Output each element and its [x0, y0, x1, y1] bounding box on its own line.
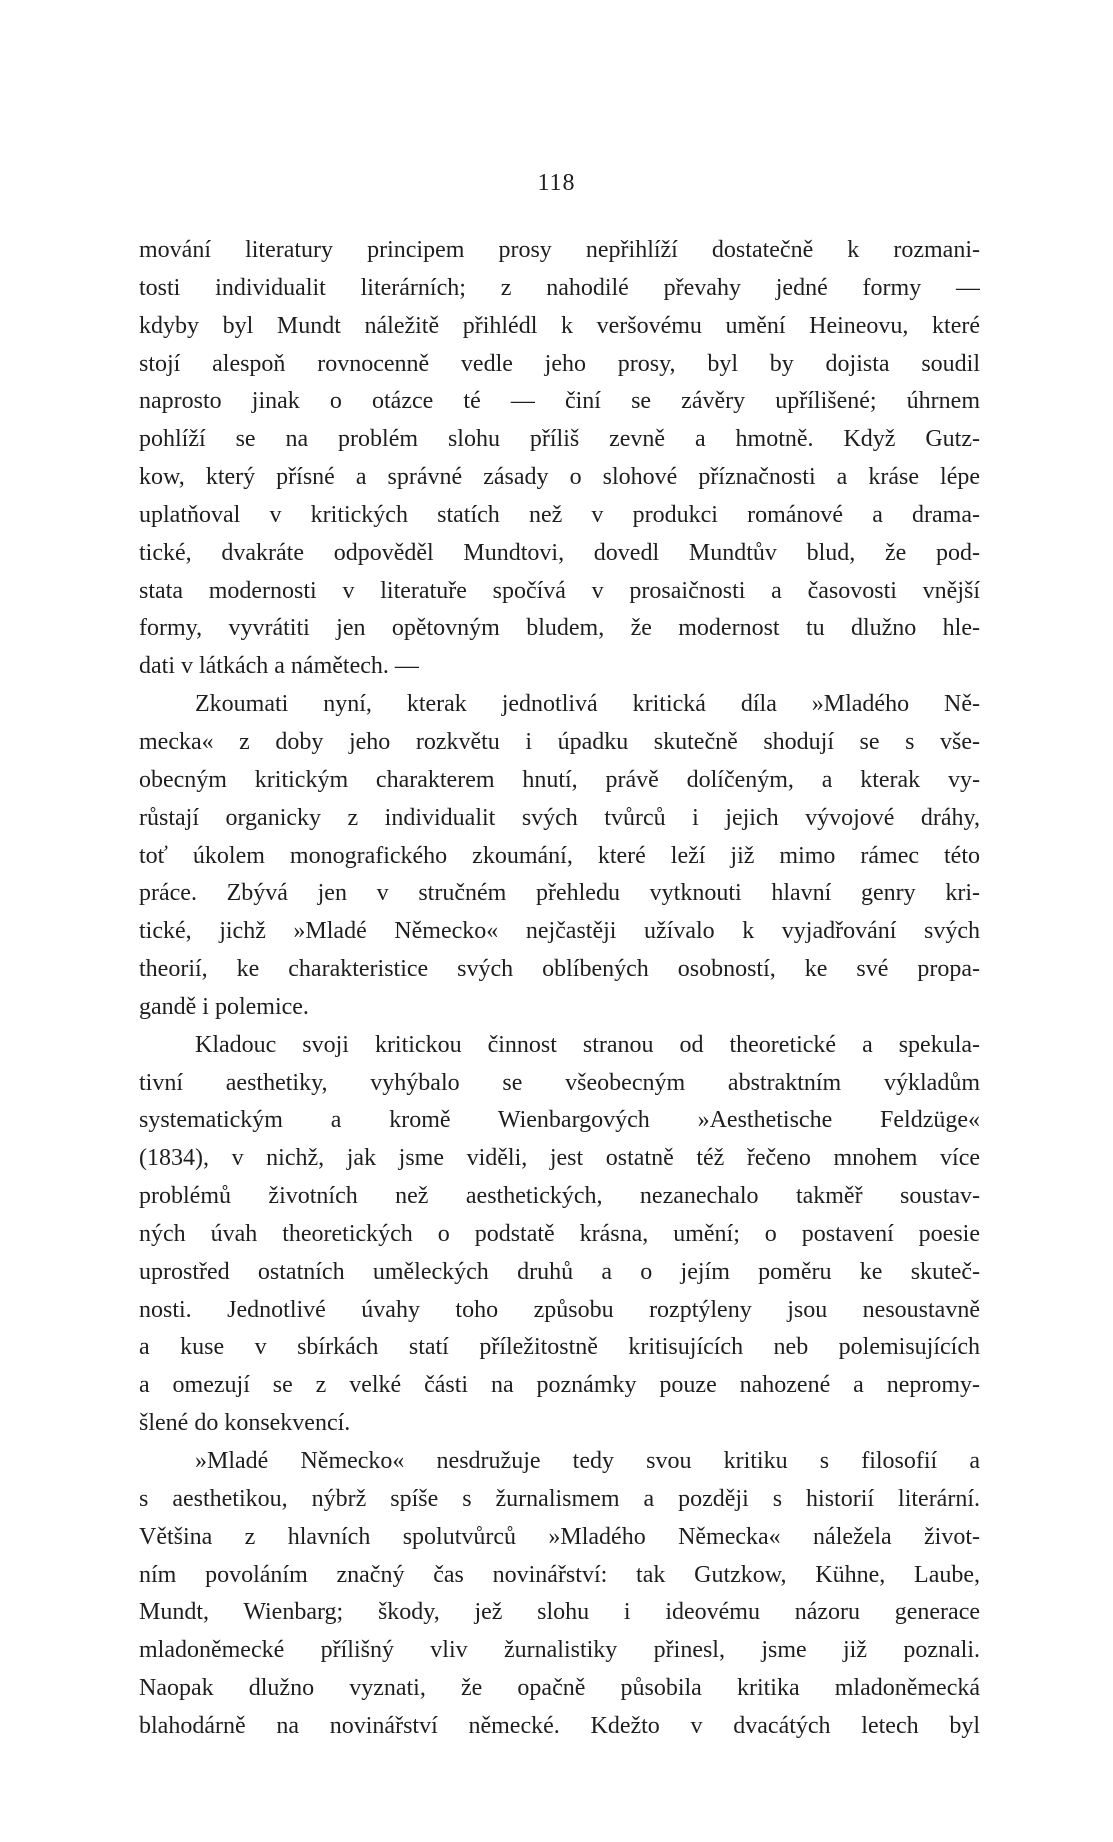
- text-line: tické, dvakráte odpověděl Mundtovi, dovedl Mundtův blud, že pod-: [139, 539, 980, 566]
- text-line: tosti individualit literárních; z nahodilé převahy jedné formy —: [139, 274, 980, 301]
- text-line: dati v látkách a námětech. —: [139, 653, 419, 680]
- text-line: Zkoumati nyní, kterak jednotlivá kritická díla »Mladého Ně-: [195, 691, 980, 718]
- text-line: a omezují se z velké části na poznámky pouze nahozené a nepromy-: [139, 1372, 980, 1399]
- text-line: nosti. Jednotlivé úvahy toho způsobu rozptýleny jsou nesoustavně: [139, 1296, 980, 1323]
- text-line: kdyby byl Mundt náležitě přihlédl k veršovému umění Heineovu, které: [139, 312, 980, 339]
- text-line: stojí alespoň rovnocenně vedle jeho prosy, byl by dojista soudil: [139, 350, 980, 377]
- paragraph: [139, 686, 980, 1027]
- text-line: práce. Zbývá jen v stručném přehledu vytknouti hlavní genry kri-: [139, 880, 980, 907]
- text-line: formy, vyvrátiti jen opětovným bludem, že modernost tu dlužno hle-: [139, 615, 980, 642]
- text-line: kow, který přísné a správné zásady o slohové příznačnosti a kráse lépe: [139, 464, 980, 491]
- text-line: obecným kritickým charakterem hnutí, právě dolíčeným, a kterak vy-: [139, 766, 980, 793]
- text-line: Většina z hlavních spolutvůrců »Mladého Německa« náležela život-: [139, 1523, 980, 1550]
- text-line: a kuse v sbírkách statí příležitostně kritisujících neb polemisujících: [139, 1334, 980, 1361]
- paragraph: [139, 1443, 980, 1746]
- text-line: naprosto jinak o otázce té — činí se závěry upřílišené; úhrnem: [139, 388, 980, 415]
- text-line: růstají organicky z individualit svých tvůrců i jejich vývojové dráhy,: [139, 804, 980, 831]
- paragraph: [139, 1027, 980, 1443]
- text-line: uprostřed ostatních uměleckých druhů a o jejím poměru ke skuteč-: [139, 1258, 980, 1285]
- text-line: pohlíží se na problém slohu příliš zevně a hmotně. Když Gutz-: [139, 426, 980, 453]
- text-line: gandě i polemice.: [139, 993, 309, 1020]
- text-line: ných úvah theoretických o podstatě krásna, umění; o postavení poesie: [139, 1220, 980, 1247]
- text-line: systematickým a kromě Wienbargových »Aesthetische Feldzüge«: [139, 1107, 980, 1134]
- text-line: stata modernosti v literatuře spočívá v prosaičnosti a časovosti vnější: [139, 577, 980, 604]
- page-number: 118: [537, 170, 576, 196]
- text-line: theorií, ke charakteristice svých oblíbených osobností, ke své propa-: [139, 956, 980, 983]
- text-line: blahodárně na novinářství německé. Kdežto v dvacátých letech byl: [139, 1712, 980, 1739]
- text-line: tické, jichž »Mladé Německo« nejčastěji užívalo k vyjadřování svých: [139, 918, 980, 945]
- body-text: [139, 232, 980, 1746]
- text-line: uplatňoval v kritických statích než v produkci románové a drama-: [139, 501, 980, 528]
- text-line: Kladouc svoji kritickou činnost stranou od theoretické a spekula-: [195, 1031, 980, 1058]
- text-line: šlené do konsekvencí.: [139, 1410, 351, 1437]
- text-line: mování literatury principem prosy nepřihlíží dostatečně k rozmani-: [139, 237, 980, 263]
- text-line: Mundt, Wienbarg; škody, jež slohu i ideovému názoru generace: [139, 1599, 980, 1626]
- paragraph: [139, 232, 980, 686]
- text-line: toť úkolem monografického zkoumání, které leží již mimo rámec této: [139, 842, 980, 869]
- text-line: »Mladé Německo« nesdružuje tedy svou kritiku s filosofií a: [195, 1448, 980, 1474]
- text-line: (1834), v nichž, jak jsme viděli, jest ostatně též řečeno mnohem více: [139, 1145, 980, 1172]
- text-line: s aesthetikou, nýbrž spíše s žurnalismem a později s historií literární.: [139, 1485, 980, 1512]
- text-line: ním povoláním značný čas novinářství: tak Gutzkow, Kühne, Laube,: [139, 1561, 980, 1588]
- text-line: problémů životních než aesthetických, nezanechalo takměř soustav-: [139, 1183, 980, 1210]
- text-line: tivní aesthetiky, vyhýbalo se všeobecným abstraktním výkladům: [139, 1069, 980, 1096]
- text-line: Naopak dlužno vyznati, že opačně působila kritika mladoněmecká: [139, 1675, 980, 1702]
- text-line: mecka« z doby jeho rozkvětu i úpadku skutečně shodují se s vše-: [139, 728, 980, 755]
- text-line: mladoněmecké přílišný vliv žurnalistiky přinesl, jsme již poznali.: [139, 1637, 980, 1664]
